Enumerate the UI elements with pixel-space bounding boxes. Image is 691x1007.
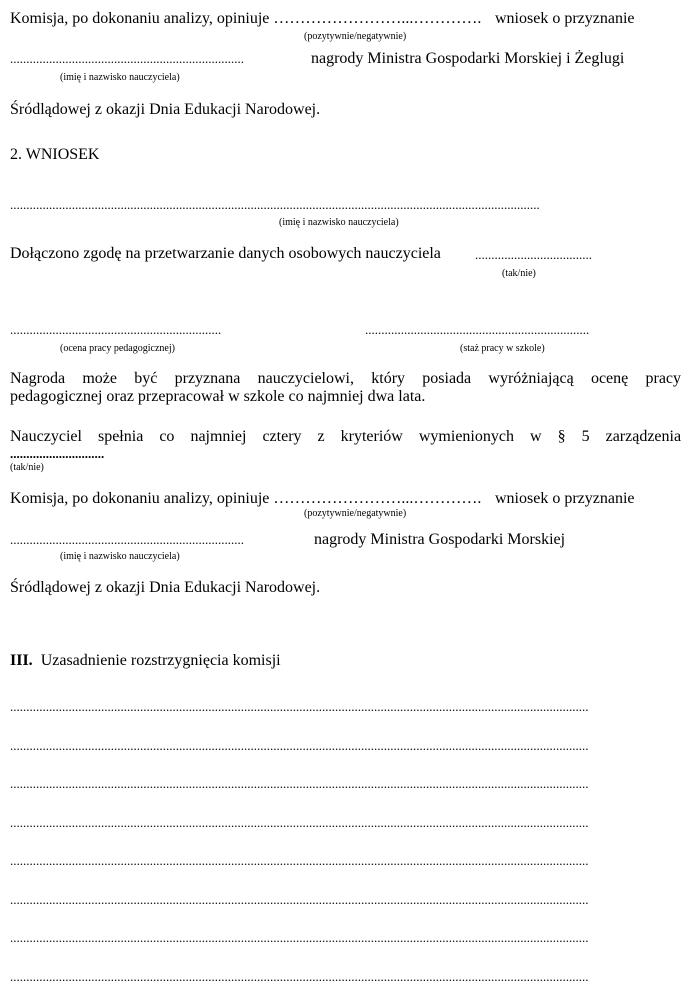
opinion-line-1b: Komisja, po dokonaniu analizy, opiniuje ……………………...…………. xyxy=(10,490,482,507)
evaluation-field[interactable]: ................................................................. xyxy=(10,323,222,337)
consent-field[interactable]: .................................... xyxy=(475,248,592,262)
criteria-count-line: Nauczyciel spełnia co najmniej cztery z kryteriów wymienionych w § 5 zarządzenia xyxy=(10,428,682,445)
opinion-line-1: Komisja, po dokonaniu analizy, opiniuje ……………………...…………. xyxy=(10,10,482,27)
teacher-name-hint: (imię i nazwisko nauczyciela) xyxy=(60,72,180,83)
occasion-line: Śródlądowej z okazji Dnia Edukacji Narodowej. xyxy=(10,101,321,118)
seniority-field[interactable]: ..................................................................... xyxy=(365,323,590,337)
seniority-hint: (staż pracy w szkole) xyxy=(460,343,545,354)
section-heading-wniosek: 2. WNIOSEK xyxy=(10,146,100,163)
section-number: III. xyxy=(10,652,33,669)
consent-text: Dołączono zgodę na przetwarzanie danych osobowych nauczyciela xyxy=(10,245,441,262)
teacher-name-hint-b: (imię i nazwisko nauczyciela) xyxy=(60,551,180,562)
award-name-line-b: nagrody Ministra Gospodarki Morskiej xyxy=(314,531,566,548)
teacher-name-field[interactable]: ........................................................................ xyxy=(10,52,244,66)
teacher-name-field-b[interactable]: ........................................................................ xyxy=(10,533,244,547)
justification-line[interactable]: .................................................................................................................................................................................. xyxy=(10,970,589,984)
justification-line[interactable]: .................................................................................................................................................................................. xyxy=(10,700,589,714)
justification-line[interactable]: .................................................................................................................................................................................. xyxy=(10,739,589,753)
teacher-name-hint-2: (imię i nazwisko nauczyciela) xyxy=(279,217,399,228)
consent-hint: (tak/nie) xyxy=(502,268,536,279)
justification-line[interactable]: .................................................................................................................................................................................. xyxy=(10,854,589,868)
criteria-count-field[interactable]: ............................. xyxy=(10,449,105,459)
opinion-hint: (pozytywnie/negatywnie) xyxy=(304,31,407,42)
award-name-line: nagrody Ministra Gospodarki Morskiej i Żeglugi xyxy=(311,50,625,67)
justification-line[interactable]: .................................................................................................................................................................................. xyxy=(10,777,589,791)
justification-line[interactable]: .................................................................................................................................................................................. xyxy=(10,816,589,830)
occasion-line-b: Śródlądowej z okazji Dnia Edukacji Narodowej. xyxy=(10,579,321,596)
section-title: Uzasadnienie rozstrzygnięcia komisji xyxy=(40,652,281,669)
justification-line[interactable]: .................................................................................................................................................................................. xyxy=(10,893,589,907)
opinion-line-1-end: wniosek o przyznanie xyxy=(495,10,635,27)
opinion-hint-b: (pozytywnie/negatywnie) xyxy=(304,508,407,519)
criteria-paragraph-line-1: Nagroda może być przyznana nauczycielowi, który posiada wyróżniającą ocenę pracy xyxy=(10,370,682,387)
criteria-count-hint: (tak/nie) xyxy=(10,462,44,473)
teacher-name-field-2[interactable]: ................................................................................................................................................................... xyxy=(10,198,540,212)
criteria-paragraph-line-2: pedagogicznej oraz przepracował w szkole co najmniej dwa lata. xyxy=(10,388,426,405)
section-justification-heading xyxy=(10,652,281,670)
opinion-line-1b-end: wniosek o przyznanie xyxy=(495,490,635,507)
justification-line[interactable]: .................................................................................................................................................................................. xyxy=(10,931,589,945)
evaluation-hint: (ocena pracy pedagogicznej) xyxy=(60,343,175,354)
